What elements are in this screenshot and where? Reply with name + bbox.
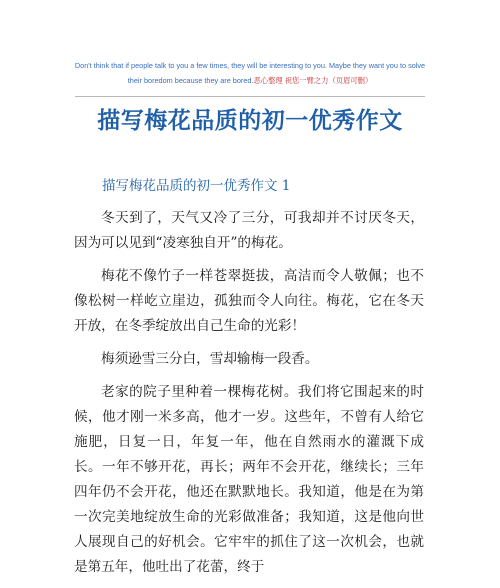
- header-motto-line-1: Don't think that if people talk to you a few times, they will be interesting to you. Maybe they want you to solve: [74, 61, 426, 70]
- page-header: [60, 58, 440, 88]
- header-signature: 恶心整理 祝您一臂之力（页眉可删）: [253, 76, 373, 85]
- paragraph-1: 冬天到了，天气又冷了三分，可我却并不讨厌冬天，因为可以见到“凌寒独自开”的梅花。: [74, 210, 424, 251]
- header-divider: [75, 96, 425, 97]
- header-motto-text: their boredom because they are bored.: [127, 76, 254, 85]
- paragraph-3: 梅须逊雪三分白，雪却输梅一段香。: [101, 351, 319, 367]
- paragraph-2: 梅花不像竹子一样苍翠挺拔，高洁而令人敬佩；也不像松树一样屹立崖边，孤独而令人向往。梅花，它在冬天开放，在冬季绽放出自己生命的光彩！: [74, 268, 424, 334]
- essay-body: [74, 206, 424, 588]
- paragraph-4: 老家的院子里种着一棵梅花树。我们将它围起来的时候，他才刚一米多高，他才一岁。这些年，不曾有人给它施肥，日复一日，年复一年，他在自然雨水的灌溉下成长。一年不够开花，再长；两年不会开花，继续长；三年四年仍不会开花，他还在默默地长。我知道，他是在为第一次完美地绽放生命的光彩做准备；我知道，这是他向世人展现自己的好机会。它牢牢的抓住了这一次机会，也就是第五年，他吐出了花蕾，终于: [74, 384, 424, 575]
- section-heading: 描写梅花品质的初一优秀作文 1: [102, 178, 291, 194]
- document-title: 描写梅花品质的初一优秀作文: [97, 108, 403, 134]
- header-motto-line-2: [60, 73, 440, 88]
